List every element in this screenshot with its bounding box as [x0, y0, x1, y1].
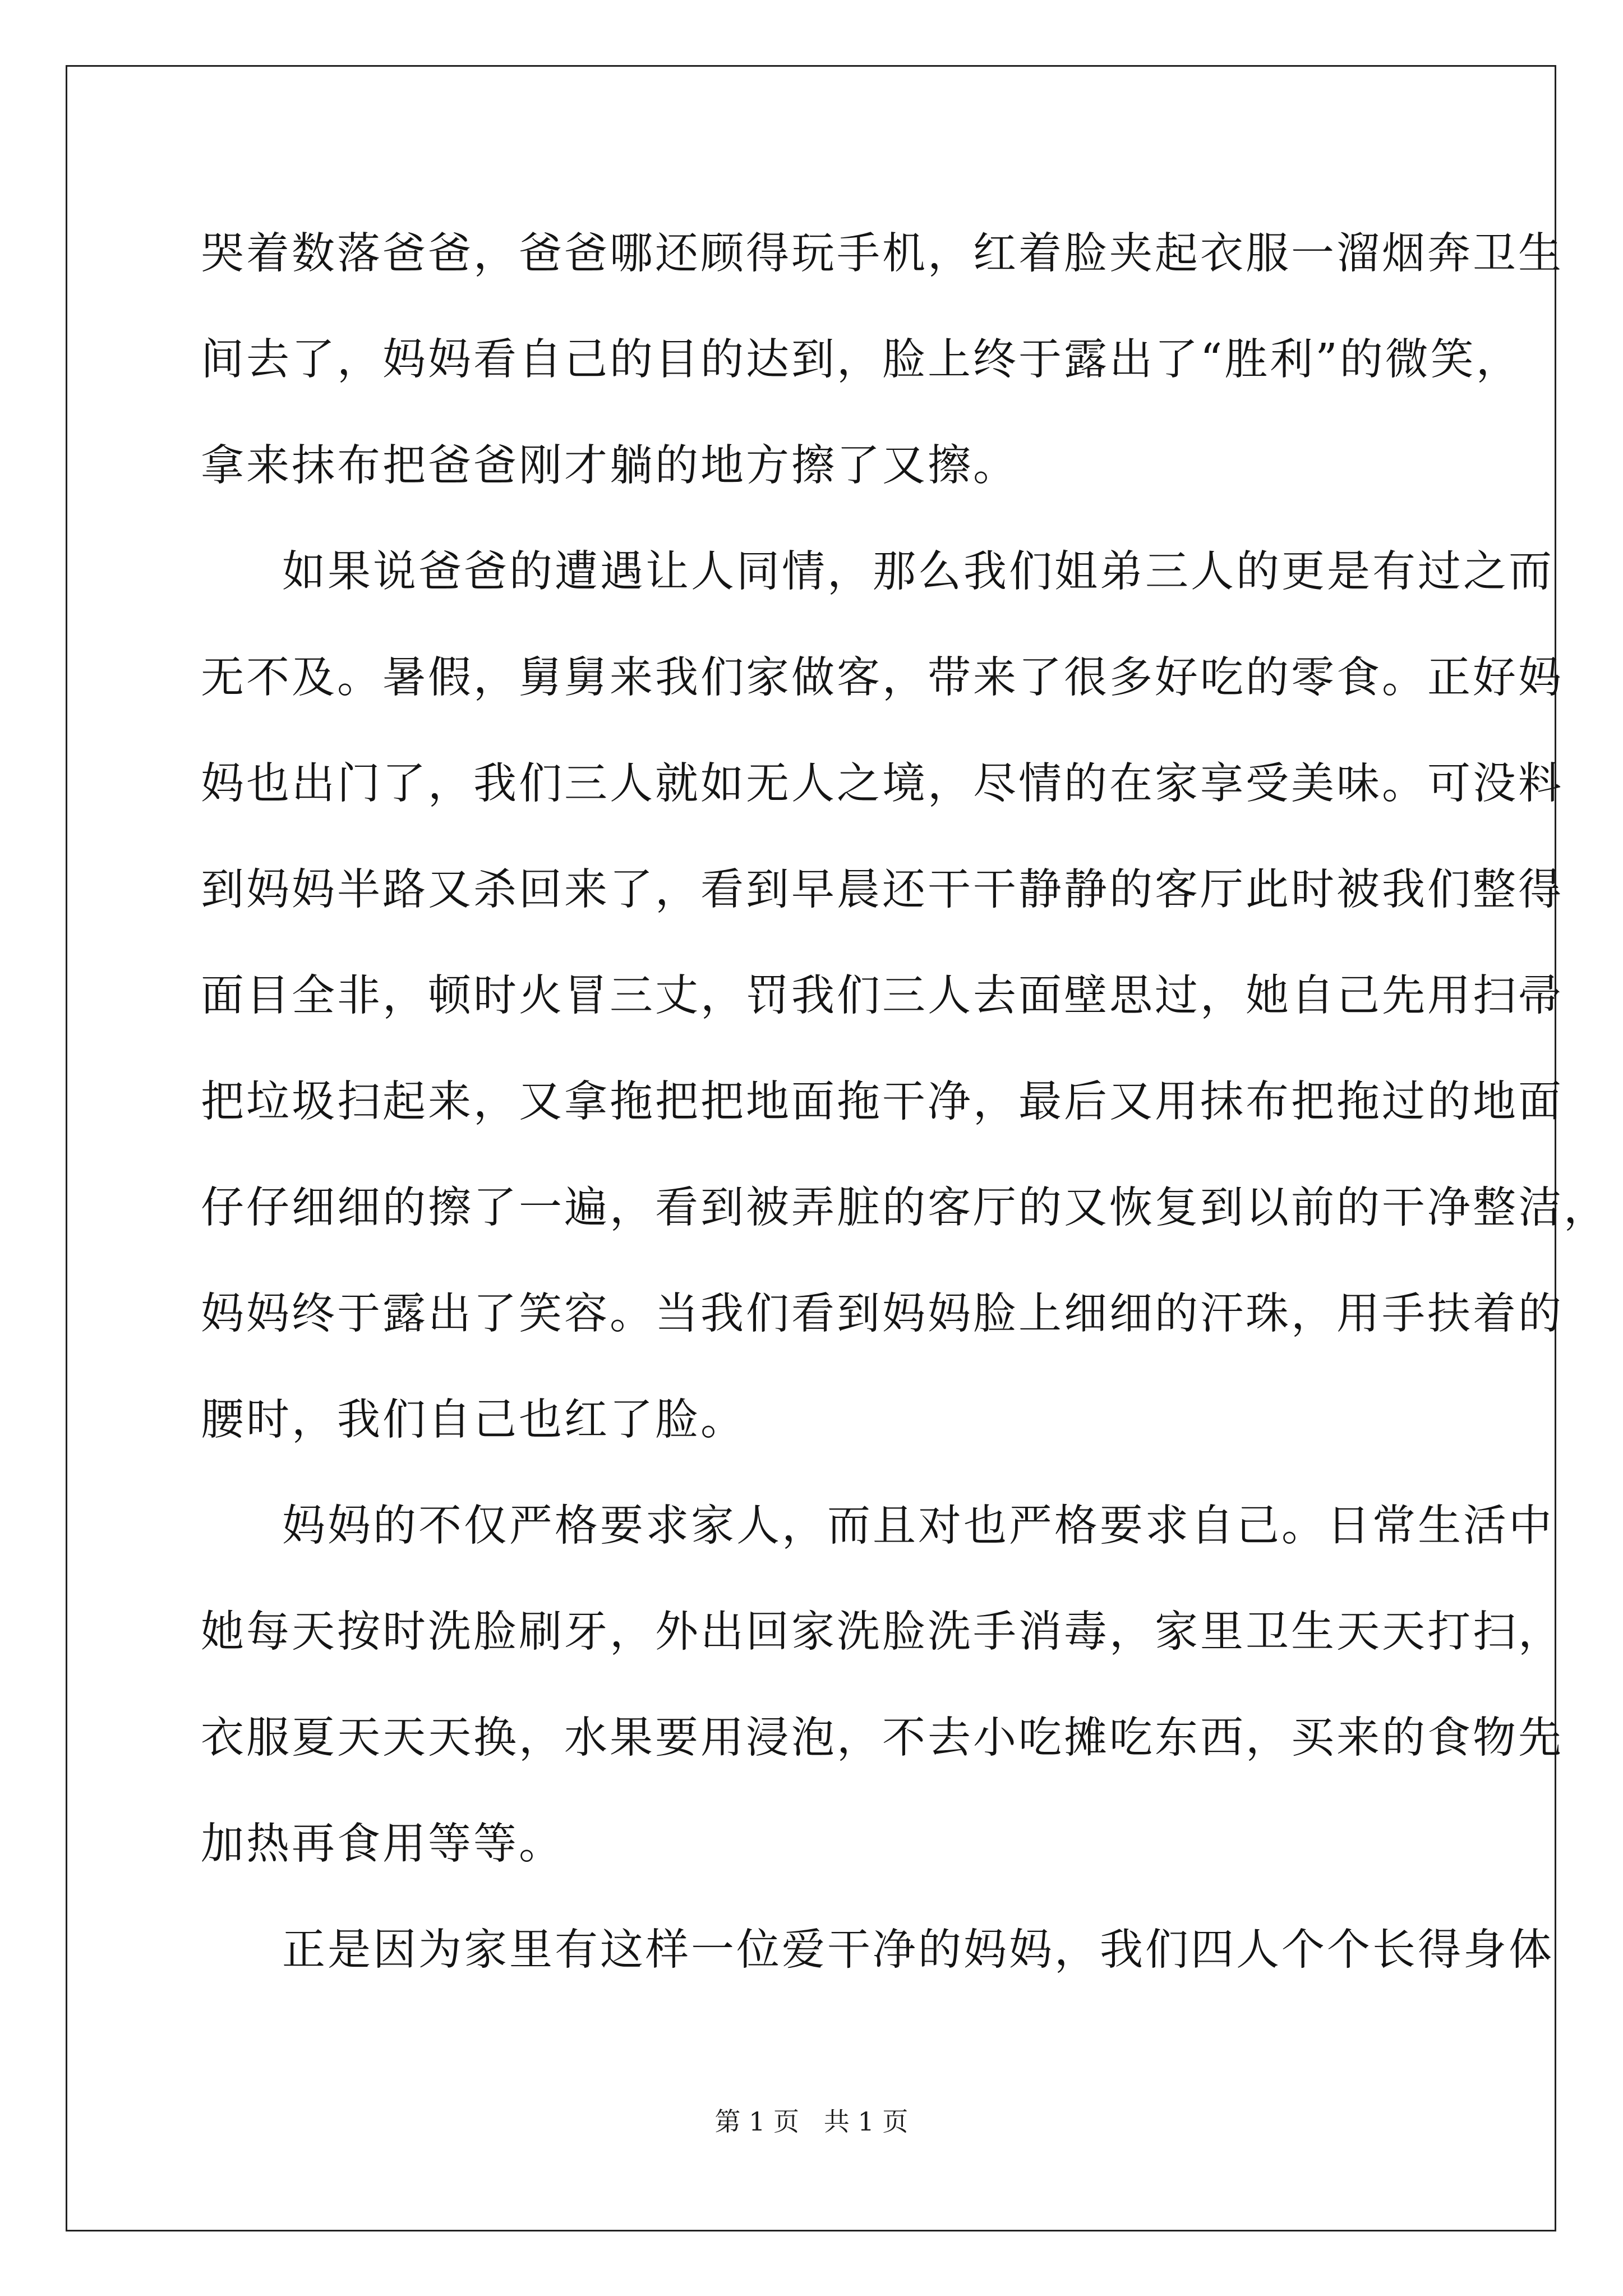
text-line: 妈妈的不仅严格要求家人，而且对也严格要求自己。日常生活中 [282, 1501, 1554, 1551]
text-line: 仔仔细细的擦了一遍，看到被弄脏的客厅的又恢复到以前的干净整洁， [201, 1183, 1609, 1233]
text-line: 面目全非，顿时火冒三丈，罚我们三人去面壁思过，她自己先用扫帚 [201, 971, 1564, 1021]
text-line: 把垃圾扫起来，又拿拖把把地面拖干净，最后又用抹布把拖过的地面 [201, 1077, 1564, 1127]
text-line: 她每天按时洗脸刷牙，外出回家洗脸洗手消毒，家里卫生天天打扫， [201, 1607, 1564, 1657]
text-line: 哭着数落爸爸，爸爸哪还顾得玩手机，红着脸夹起衣服一溜烟奔卫生 [201, 229, 1564, 279]
text-line: 衣服夏天天天换，水果要用浸泡，不去小吃摊吃东西，买来的食物先 [201, 1713, 1564, 1763]
text-line: 间去了，妈妈看自己的目的达到，脸上终于露出了“胜利”的微笑， [201, 335, 1521, 385]
text-line: 无不及。暑假，舅舅来我们家做客，带来了很多好吃的零食。正好妈 [201, 653, 1564, 703]
text-line: 妈也出门了，我们三人就如无人之境，尽情的在家享受美味。可没料 [201, 759, 1564, 809]
text-line: 腰时，我们自己也红了脸。 [201, 1395, 746, 1445]
page-footer: 第 1 页 共 1 页 [714, 2106, 909, 2137]
text-line: 加热再食用等等。 [201, 1819, 564, 1869]
text-line: 妈妈终于露出了笑容。当我们看到妈妈脸上细细的汗珠，用手扶着的 [201, 1289, 1564, 1339]
text-line: 拿来抹布把爸爸刚才躺的地方擦了又擦。 [201, 441, 1018, 491]
text-line: 正是因为家里有这样一位爱干净的妈妈，我们四人个个长得身体 [282, 1925, 1554, 1975]
document-body [201, 201, 1609, 2003]
text-line: 如果说爸爸的遭遇让人同情，那么我们姐弟三人的更是有过之而 [282, 547, 1554, 597]
text-line: 到妈妈半路又杀回来了，看到早晨还干干静静的客厅此时被我们整得 [201, 865, 1564, 915]
